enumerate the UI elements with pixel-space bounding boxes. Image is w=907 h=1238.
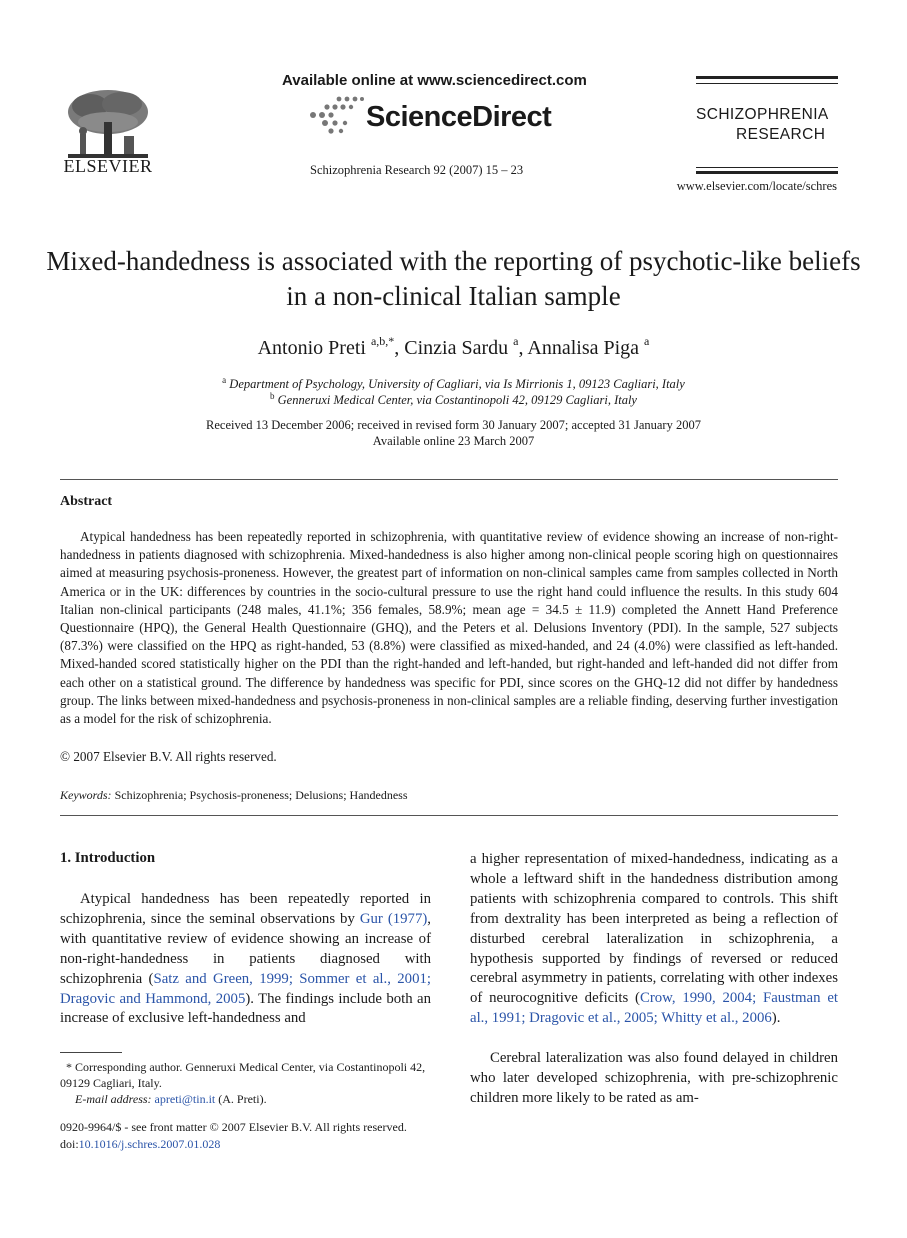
affiliation-marker: a (222, 375, 227, 385)
affiliation-text: Genneruxi Medical Center, via Costantinopoli 42, 09129 Cagliari, Italy (277, 393, 637, 407)
journal-rule-top (696, 76, 838, 79)
keywords (60, 788, 408, 803)
journal-url[interactable]: www.elsevier.com/locate/schres (676, 179, 837, 193)
keywords-list: Schizophrenia; Psychosis-proneness; Delusions; Handedness (114, 788, 408, 802)
doi-link[interactable]: 10.1016/j.schres.2007.01.028 (78, 1137, 221, 1151)
intro-right-paragraph-2: Cerebral lateralization was also found delayed in children who later developed schizophrenia, with pre-schizophrenic children more likely to be rated as am- (470, 1050, 838, 1106)
available-online-date: Available online 23 March 2007 (372, 434, 535, 448)
author-list (40, 334, 867, 360)
journal-name-line2: RESEARCH (736, 126, 826, 143)
footnote-marker: * (66, 1060, 72, 1074)
sciencedirect-brand: ScienceDirect (366, 101, 552, 133)
citation-link[interactable]: Crow, 1990, 2004; Faustman et al., 1991; Dragovic et al., 2005; Whitty et al., 2006 (470, 990, 839, 1027)
journal-name-line1: SCHIZOPHRENIA (696, 106, 829, 123)
affiliation (40, 391, 867, 408)
email-label: E-mail address: (75, 1092, 152, 1106)
intro-left-paragraph (60, 890, 431, 1029)
abstract-copyright: © 2007 Elsevier B.V. All rights reserved. (60, 749, 277, 764)
keywords-label: Keywords: (60, 788, 112, 802)
intro-right-paragraph (470, 850, 838, 1029)
affiliation-marker: b (270, 391, 275, 401)
author-affiliation-marker: a,b,* (370, 334, 395, 348)
email-owner: (A. Preti). (218, 1092, 267, 1106)
paragraph-text: ). The findings include both an increase of exclusive left-handedness and (60, 990, 432, 1027)
journal-rule-bottom-thin (696, 167, 838, 168)
footnote-rule (60, 1052, 122, 1053)
journal-name (696, 105, 838, 145)
abstract-text: Atypical handedness has been repeatedly reported in schizophrenia, with quantitative review of evidence showing an increase of non-right-handedness in patients diagnosed with schizophrenia. Mixed-handedness is also higher among non-clinical people scoring high on questionnaires aimed at measuring psychosis-proneness. However, the greatest part of information on non-clinical samples came from samples collected in North America or in the UK: differences by countries in the socio-cultural pressure to use the right hand could influence the results. In this study 604 Italian non-clinical participants (248 males, 41.1%; 356 females, 58.9%; mean age = 34.5 ± 11.9) completed the Annett Hand Preference Questionnaire (HPQ), the General Health Questionnaire (GHQ), and the Peters et al. Delusions Inventory (PDI). In the sample, 527 subjects (87.3%) were classified on the HPQ as right-handed, 53 (8.8%) were classified as mixed-handed, and 24 (4.0%) were classified as left-handed. Mixed-handed scored statistically higher on the PDI than the right-handed and left-handed, but right-handed and left-handed did not differ from each other on a statistical ground. The difference by handedness was specific for PDI, since scores on the GHQ-12 did not differ by handedness group. The links between mixed-handedness and psychosis-proneness in non-clinical samples are a reliable finding, deserving further investigation as a model for the risk of schizophrenia. (60, 529, 838, 727)
article-title: Mixed-handedness is associated with the reporting of psychotic-like beliefs in a non-clinical Italian sample (46, 246, 861, 311)
journal-rule-top-thin (696, 83, 838, 84)
available-online-note: Available online at www.sciencedirect.com (282, 72, 587, 89)
journal-rule-bottom (696, 171, 838, 174)
front-matter (60, 1119, 407, 1153)
paragraph-text: , with quantitative review of evidence showing an increase of non-right-handedness in patients diagnosed with schizophrenia ( (60, 910, 431, 987)
doi-line (60, 1136, 407, 1153)
abstract-heading: Abstract (60, 494, 113, 509)
affiliation-text: Department of Psychology, University of Cagliari, via Is Mirrionis 1, 09123 Cagliari, Italy (229, 377, 685, 391)
paragraph-text: a higher representation of mixed-handedness, indicating as a whole a leftward shift in the handedness distribution among patients with schizophrenia compared to controls. This shift from dextrality has been interpreted as being a reflection of disturbed cerebral lateralization in schizophrenia, a hypothesis supported by findings of reversed or reduced cerebral asymmetry in patients, correlating with other indexes of neurocognitive deficits ( (470, 851, 838, 1007)
affiliation (40, 375, 867, 392)
journal-citation: Schizophrenia Research 92 (2007) 15 – 23 (310, 163, 524, 177)
email-link[interactable]: apreti@tin.it (154, 1092, 216, 1106)
author-affiliation-marker: a (513, 334, 519, 348)
paragraph-text: Atypical handedness has been repeatedly reported in schizophrenia, since the seminal observations by (60, 891, 431, 927)
paragraph-text: ). (771, 1010, 781, 1027)
author-name[interactable]: Antonio Preti (257, 337, 366, 359)
divider (60, 815, 838, 816)
author-name[interactable]: Cinzia Sardu (404, 337, 509, 359)
publisher-wordmark: ELSEVIER (63, 156, 153, 176)
sciencedirect-dots-icon (305, 95, 365, 135)
author-separator: , (518, 337, 528, 359)
divider (60, 479, 838, 480)
citation-link[interactable]: Satz and Green, 1999; Sommer et al., 2001; Dragovic and Hammond, 2005 (60, 970, 431, 1007)
author-separator: , (394, 337, 405, 359)
section-heading: 1. Introduction (60, 850, 156, 866)
author-name[interactable]: Annalisa Piga (527, 337, 640, 359)
footnote-text: Corresponding author. Genneruxi Medical Center, via Costantinopoli 42, 09129 Cagliari, Italy. (60, 1060, 426, 1090)
author-affiliation-marker: a (644, 334, 650, 348)
citation-link[interactable]: Gur (1977) (359, 910, 428, 927)
issn-line: 0920-9964/$ - see front matter © 2007 Elsevier B.V. All rights reserved. (60, 1120, 407, 1134)
received-dates: Received 13 December 2006; received in revised form 30 January 2007; accepted 31 January 2007 (206, 418, 701, 432)
doi-label: doi: (60, 1137, 79, 1151)
corresponding-author-footnote (60, 1059, 432, 1107)
